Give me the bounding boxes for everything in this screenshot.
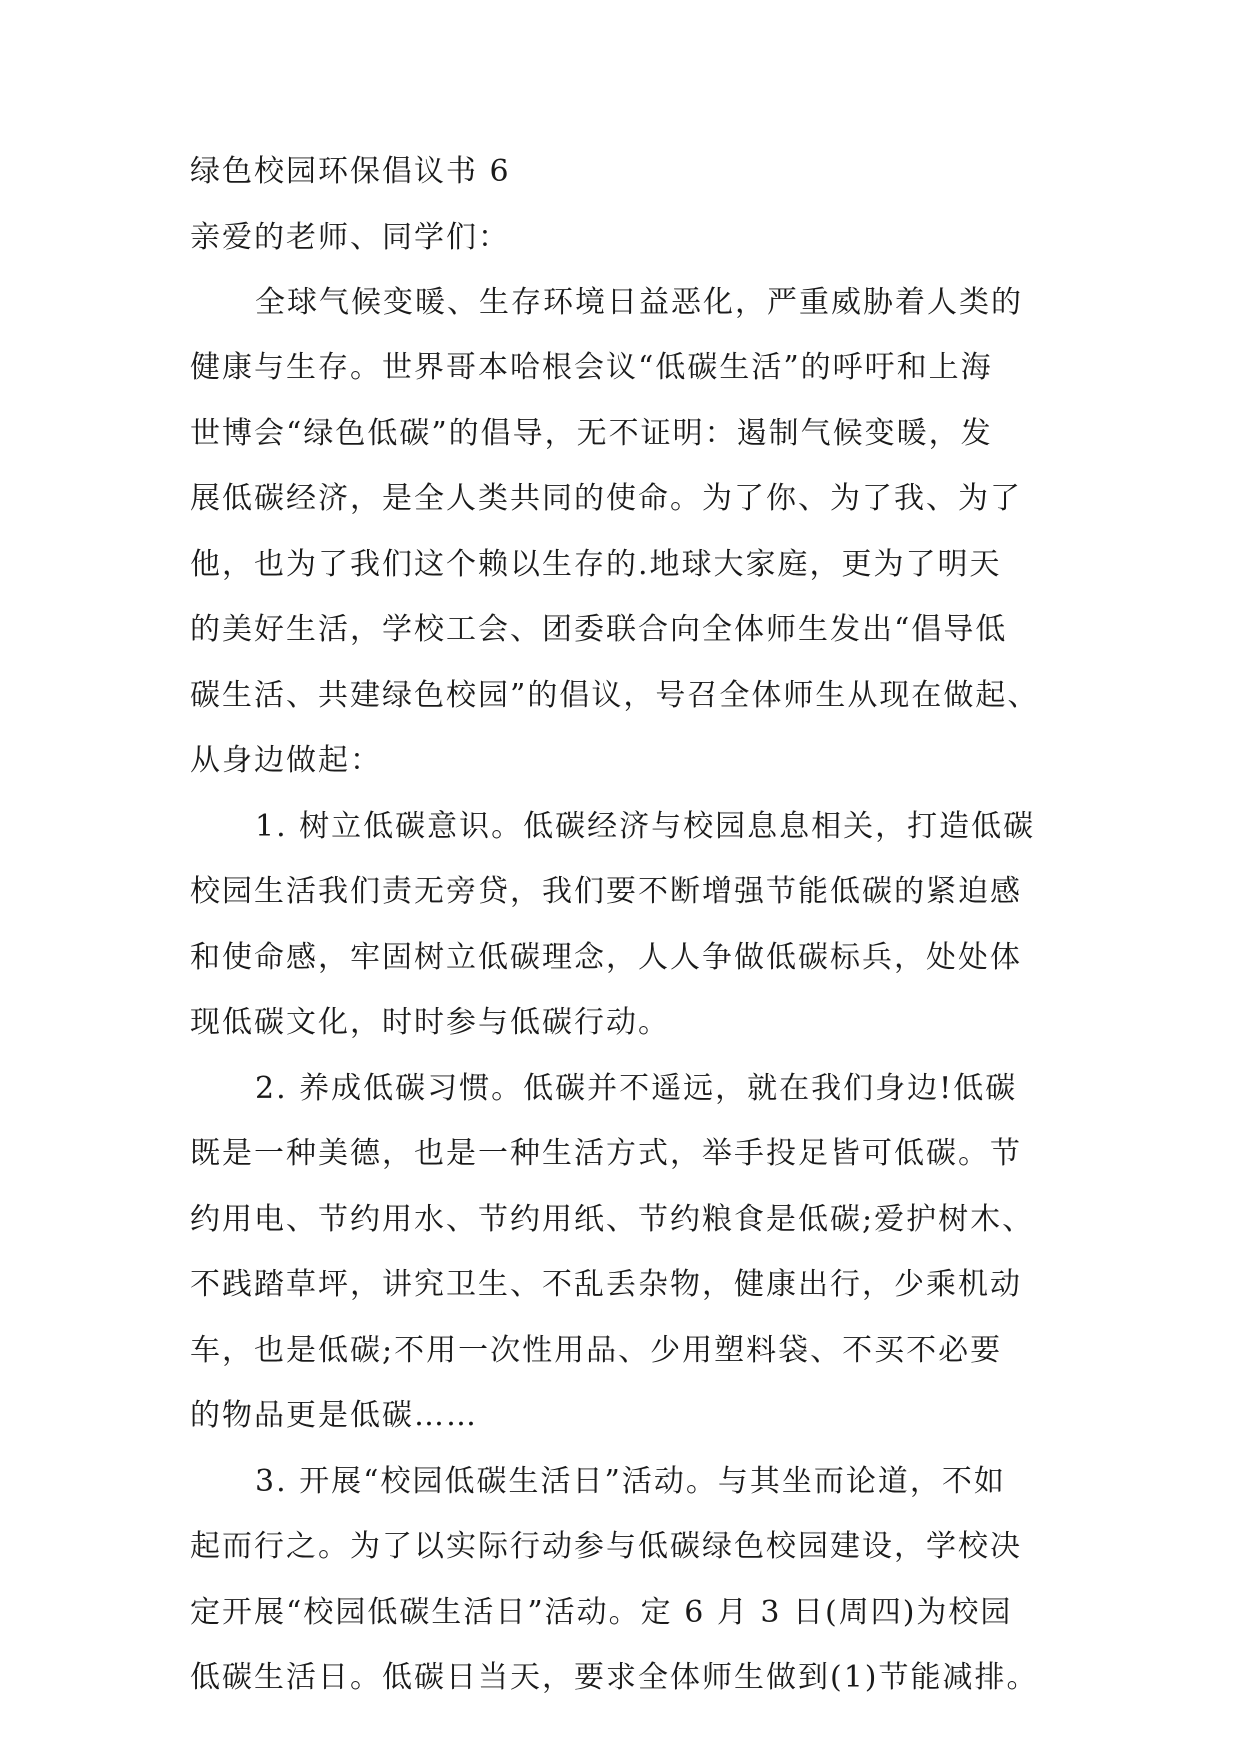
paragraph-line: 的美好生活，学校工会、团委联合向全体师生发出“倡导低 bbox=[190, 612, 1008, 647]
paragraph-line: 1. 树立低碳意识。低碳经济与校园息息相关，打造低碳 bbox=[255, 809, 1036, 844]
salutation: 亲爱的老师、同学们： bbox=[190, 220, 510, 255]
paragraph-line: 低碳生活日。低碳日当天，要求全体师生做到(1)节能减排。 bbox=[190, 1660, 1039, 1695]
paragraph-line: 约用电、节约用水、节约用纸、节约粮食是低碳;爱护树木、 bbox=[190, 1202, 1035, 1237]
paragraph-line: 校园生活我们责无旁贷，我们要不断增强节能低碳的紧迫感 bbox=[190, 874, 1022, 909]
paragraph-line: 定开展“校园低碳生活日”活动。定 6 月 3 日(周四)为校园 bbox=[190, 1595, 1013, 1630]
paragraph-line: 世博会“绿色低碳”的倡导，无不证明：遏制气候变暖，发 bbox=[190, 416, 993, 451]
paragraph-line: 全球气候变暖、生存环境日益恶化，严重威胁着人类的 bbox=[255, 285, 1023, 320]
paragraph-line: 健康与生存。世界哥本哈根会议“低碳生活”的呼吁和上海 bbox=[190, 350, 993, 385]
paragraph-line: 起而行之。为了以实际行动参与低碳绿色校园建设，学校决 bbox=[190, 1529, 1022, 1564]
paragraph-line: 现低碳文化，时时参与低碳行动。 bbox=[190, 1005, 670, 1040]
paragraph-line: 既是一种美德，也是一种生活方式，举手投足皆可低碳。节 bbox=[190, 1136, 1022, 1171]
paragraph-line: 的物品更是低碳…… bbox=[190, 1398, 478, 1433]
document-title: 绿色校园环保倡议书 6 bbox=[190, 154, 511, 189]
paragraph-line: 2. 养成低碳习惯。低碳并不遥远，就在我们身边!低碳 bbox=[255, 1071, 1018, 1106]
paragraph-line: 3. 开展“校园低碳生活日”活动。与其坐而论道，不如 bbox=[255, 1464, 1006, 1499]
paragraph-line: 从身边做起： bbox=[190, 743, 382, 778]
paragraph-line: 他，也为了我们这个赖以生存的.地球大家庭，更为了明天 bbox=[190, 547, 1002, 582]
paragraph-line: 展低碳经济，是全人类共同的使命。为了你、为了我、为了 bbox=[190, 481, 1022, 516]
paragraph-line: 车，也是低碳;不用一次性用品、少用塑料袋、不买不必要 bbox=[190, 1333, 1003, 1368]
paragraph-line: 和使命感，牢固树立低碳理念，人人争做低碳标兵，处处体 bbox=[190, 940, 1022, 975]
paragraph-line: 不践踏草坪，讲究卫生、不乱丢杂物，健康出行，少乘机动 bbox=[190, 1267, 1022, 1302]
paragraph-line: 碳生活、共建绿色校园”的倡议，号召全体师生从现在做起、 bbox=[190, 678, 1040, 713]
